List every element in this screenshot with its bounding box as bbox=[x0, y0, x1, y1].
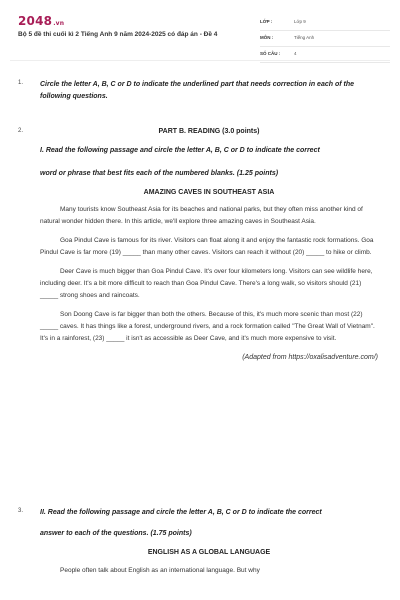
passage-paragraph: Deer Cave is much bigger than Goa Pindul Cave. It's over four kilometers long. Visitors can see wildlife here, including deer. It's a bit more difficult to reach than Goa Pindul Cave. There's a long walk, so visitors should (21) _____ strong shoes and raincoats. bbox=[40, 268, 373, 299]
question-3-content bbox=[40, 507, 378, 577]
meta-value: Lớp 9 bbox=[294, 19, 306, 24]
document-title: Bộ 5 đề thi cuối kì 2 Tiếng Anh 9 năm 2024-2025 có đáp án - Đề 4 bbox=[18, 31, 218, 38]
part-title: PART B. READING (3.0 points) bbox=[158, 128, 260, 135]
question-number: 2. bbox=[18, 128, 24, 134]
instruction-line-1: I. Read the following passage and circle the letter A, B, C or D to indicate the correct bbox=[40, 147, 320, 154]
meta-label: LỚP : bbox=[260, 19, 273, 24]
logo-suffix: .vn bbox=[53, 20, 65, 27]
passage-paragraph: Goa Pindul Cave is famous for its river. Visitors can float along it and enjoy the fantastic rock formations. Goa Pindul Cave is far more (19) _____ than many other caves. Visitors can reach it without (20) _____ to hike or climb. bbox=[40, 237, 374, 256]
meta-value: 4 bbox=[294, 51, 297, 56]
question-number: 1. bbox=[18, 80, 24, 86]
question-number: 3. bbox=[18, 508, 24, 514]
meta-table bbox=[260, 16, 390, 64]
meta-row-count bbox=[260, 48, 390, 63]
meta-row-class bbox=[260, 16, 390, 31]
passage-paragraph: People often talk about English as an international language. But why bbox=[60, 567, 260, 574]
question-1-instruction: Circle the letter A, B, C or D to indicate the underlined part that needs correction in each of the following questions. bbox=[40, 81, 355, 100]
meta-row-subject bbox=[260, 32, 390, 47]
passage-paragraph: Many tourists know Southeast Asia for its beaches and national parks, but they often miss another kind of natural wonder hidden there. In this article, we'll explore three amazing caves in Southeast Asia. bbox=[40, 206, 363, 225]
instruction-line-2: word or phrase that best fits each of the numbered blanks. (1.25 points) bbox=[40, 170, 279, 177]
meta-label: SỐ CÂU : bbox=[260, 51, 281, 56]
meta-value: Tiếng Anh bbox=[294, 35, 315, 40]
instruction-line-2: answer to each of the questions. (1.75 points) bbox=[40, 530, 192, 537]
passage-source: (Adapted from https://oxalisadventure.com/) bbox=[242, 354, 378, 361]
instruction-line-1: II. Read the following passage and circle the letter A, B, C or D to indicate the correct bbox=[40, 509, 322, 516]
question-2-content bbox=[40, 128, 378, 361]
meta-label: MÔN : bbox=[260, 35, 274, 40]
passage-title: AMAZING CAVES IN SOUTHEAST ASIA bbox=[143, 189, 275, 196]
document-header bbox=[10, 8, 390, 61]
logo-main: 2048 bbox=[18, 14, 53, 28]
site-logo[interactable] bbox=[18, 14, 64, 28]
passage-paragraph: Son Doong Cave is far bigger than both the others. Because of this, it's much more scenic than most (22) _____ caves. It has things like a forest, underground rivers, and a rock formation called "The Great Wall of Vietnam". It's in a rainforest, (23) _____ it isn't as accessible as Deer Cave, and it's much more expensive to visit. bbox=[40, 311, 375, 342]
passage-title: ENGLISH AS A GLOBAL LANGUAGE bbox=[147, 549, 271, 556]
